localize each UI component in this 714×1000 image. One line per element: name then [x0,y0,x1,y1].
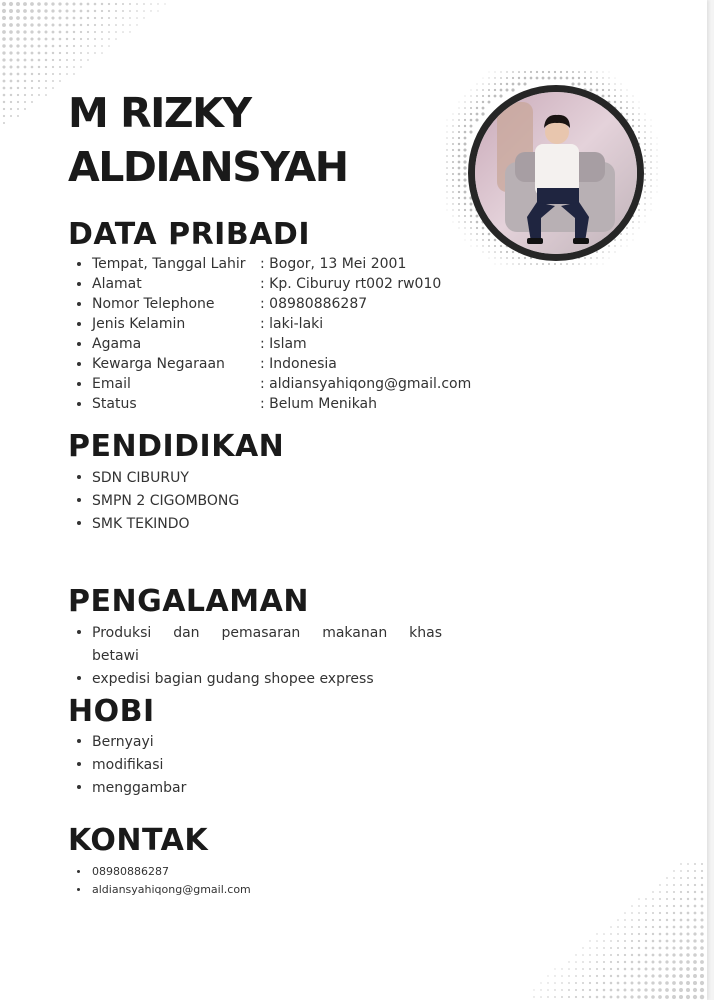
experience-list [76,622,442,691]
hobby-list [76,731,186,800]
contact-email: aldiansyahiqong@gmail.com [76,881,251,899]
row-label: Jenis Kelamin [92,316,186,332]
section-title-kontak: KONTAK [68,823,209,858]
list-item [76,314,471,334]
list-item [76,394,471,414]
list-item-continuation: betawi [92,648,139,664]
row-label: Tempat, Tanggal Lahir [92,256,246,272]
row-value: : Bogor, 13 Mei 2001 [260,256,407,272]
personal-data-list [76,254,471,414]
section-title-hobi: HOBI [68,694,155,729]
list-item [76,254,471,274]
row-value: : laki-laki [260,316,324,332]
list-item [76,274,471,294]
section-title-pendidikan: PENDIDIKAN [68,429,285,464]
row-value: : Kp. Ciburuy rt002 rw010 [260,276,442,292]
list-item: SDN CIBURUY [76,467,239,490]
row-value: : Islam [260,336,307,352]
name-line-2: ALDIANSYAH [68,143,348,191]
profile-photo-area [445,70,675,270]
list-item [76,354,471,374]
list-item: Bernyayi [76,731,186,754]
list-item: Produksi dan pemasaran makanan khas [76,622,442,645]
row-label: Alamat [92,276,142,292]
list-item: expedisi bagian gudang shopee express [76,668,442,691]
education-list [76,467,239,536]
section-title-pengalaman: PENGALAMAN [68,584,309,619]
decorative-dots-bottom-right [530,860,707,1000]
list-item [76,374,471,394]
list-item [76,294,471,314]
name-line-1: M RIZKY [68,89,251,137]
full-name [68,86,348,194]
profile-photo [468,85,644,261]
contact-phone: 08980886287 [76,863,251,881]
list-item: modifikasi [76,754,186,777]
list-item: SMPN 2 CIGOMBONG [76,490,239,513]
person-photo-illustration [475,92,637,254]
row-value: : 08980886287 [260,296,368,312]
row-value: : Belum Menikah [260,396,378,412]
list-item [76,334,471,354]
row-label: Kewarga Negaraan [92,356,225,372]
section-title-data-pribadi: DATA PRIBADI [68,217,310,252]
row-label: Status [92,396,137,412]
row-label: Nomor Telephone [92,296,215,312]
row-value: : aldiansyahiqong@gmail.com [260,376,472,392]
row-label: Agama [92,336,142,352]
list-item: menggambar [76,777,186,800]
row-label: Email [92,376,131,392]
row-value: : Indonesia [260,356,337,372]
contact-list [76,863,251,899]
list-item: SMK TEKINDO [76,513,239,536]
